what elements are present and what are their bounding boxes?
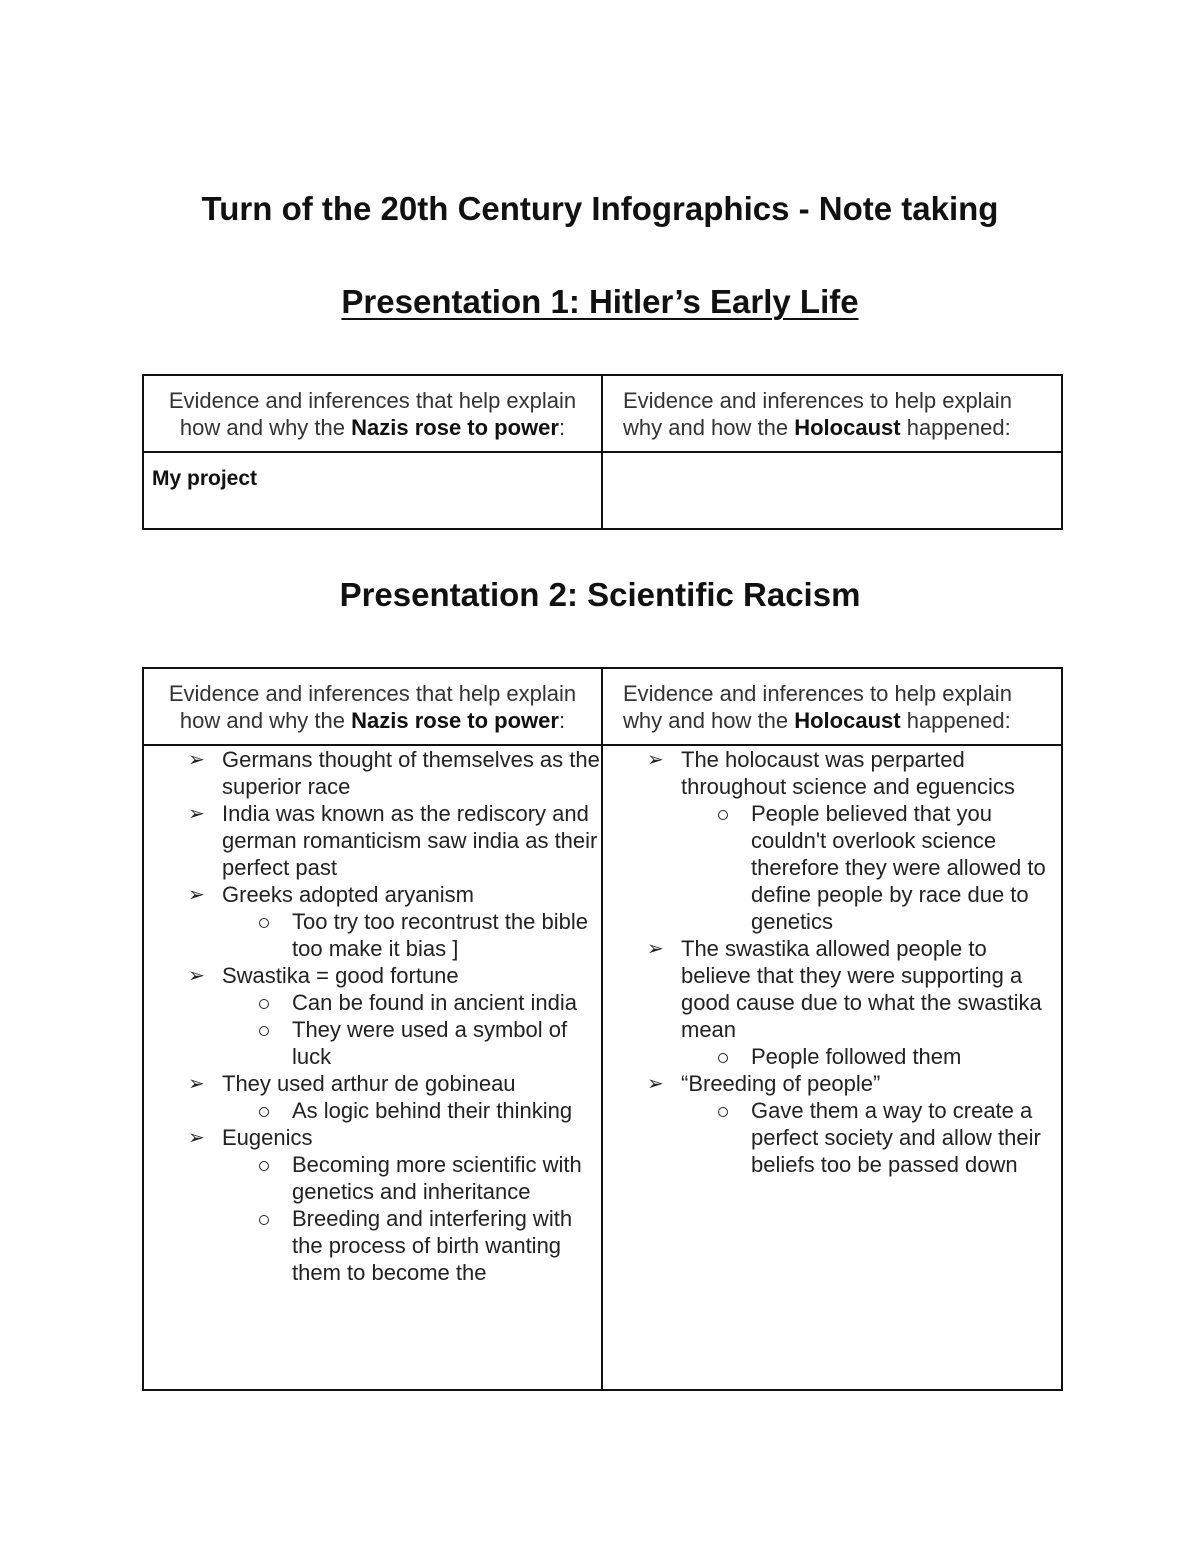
list-item (222, 1124, 601, 1286)
list-item (222, 746, 601, 800)
sub-list-item: People believed that you couldn't overlook science therefore they were allowed to define people by race due to genetics (751, 800, 1061, 935)
my-project-label: My project (152, 467, 258, 490)
list-item (222, 881, 601, 962)
presentation-2-table (142, 667, 1063, 1391)
bullet-text: ➢ India was known as the rediscory and german romanticism saw india as their perfect past (222, 801, 597, 880)
table-row (143, 745, 1062, 1390)
holocaust-notes-list (603, 746, 1061, 1178)
header-cell-nazis (143, 375, 602, 452)
sub-list-item: They were used a symbol of luck (292, 1016, 601, 1070)
bullet-text: ➢ “Breeding of people” (681, 1071, 880, 1096)
header-cell-holocaust (602, 668, 1062, 745)
notes-cell-right (602, 452, 1062, 529)
sub-list (681, 1043, 1061, 1070)
sub-list (222, 1097, 601, 1124)
bullet-text: ➢ The holocaust was perparted throughout science and eguencics (681, 747, 1015, 799)
table-row (143, 452, 1062, 529)
sub-list (681, 800, 1061, 935)
bullet-text: ➢ Swastika = good fortune (222, 963, 459, 988)
list-item (681, 746, 1061, 935)
sub-list-item: Gave them a way to create a perfect society and allow their beliefs too be passed down (751, 1097, 1061, 1178)
sub-list (222, 989, 601, 1070)
header-cell-nazis (143, 668, 602, 745)
presentation-2-heading: Presentation 2: Scientific Racism (339, 576, 861, 613)
list-item (222, 1070, 601, 1124)
sub-list-item: Becoming more scientific with genetics and inheritance (292, 1151, 601, 1205)
list-item (681, 1070, 1061, 1178)
bullet-text: ➢ The swastika allowed people to believe that they were supporting a good cause due to what the swastika mean (681, 936, 1042, 1042)
sub-list-item: Breeding and interfering with the process of birth wanting them to become the (292, 1205, 601, 1286)
notes-cell-left (143, 745, 602, 1390)
sub-list (222, 908, 601, 962)
header-text: Evidence and inferences that help explain how and why the Nazis rose to power: (168, 681, 577, 733)
nazis-notes-list (144, 746, 601, 1286)
bullet-text: ➢ They used arthur de gobineau (222, 1071, 516, 1096)
page-title: Turn of the 20th Century Infographics - Note taking (201, 190, 999, 227)
bullet-text: ➢ Greeks adopted aryanism (222, 882, 474, 907)
table-header-row (143, 375, 1062, 452)
sub-list-item: People followed them (751, 1043, 1061, 1070)
notes-cell-right (602, 745, 1062, 1390)
bullet-text: ➢ Eugenics (222, 1125, 313, 1150)
sub-list-item: Can be found in ancient india (292, 989, 601, 1016)
presentation-1-table (142, 374, 1063, 530)
header-text: Evidence and inferences to help explain why and how the Holocaust happened: (623, 681, 1012, 733)
list-item (222, 800, 601, 881)
header-text: Evidence and inferences to help explain why and how the Holocaust happened: (623, 388, 1012, 440)
bullet-text: ➢ Germans thought of themselves as the superior race (222, 747, 600, 799)
header-cell-holocaust (602, 375, 1062, 452)
presentation-1-heading: Presentation 1: Hitler’s Early Life (341, 283, 859, 320)
list-item (222, 962, 601, 1070)
table-header-row (143, 668, 1062, 745)
sub-list (681, 1097, 1061, 1178)
sub-list-item: As logic behind their thinking (292, 1097, 601, 1124)
list-item (681, 935, 1061, 1070)
sub-list (222, 1151, 601, 1286)
header-text: Evidence and inferences that help explain how and why the Nazis rose to power: (168, 388, 577, 440)
sub-list-item: Too try too recontrust the bible too make it bias ] (292, 908, 601, 962)
notes-cell-left (143, 452, 602, 529)
